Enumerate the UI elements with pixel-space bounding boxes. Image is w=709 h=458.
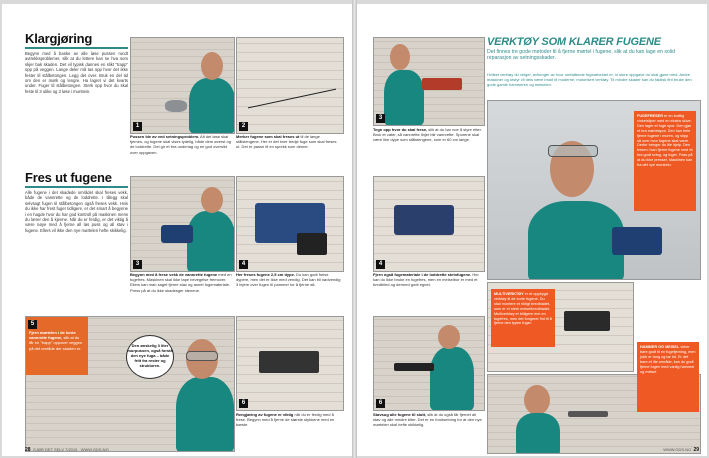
page-footer xyxy=(25,447,109,453)
caption-text: når du er ferdig med å frese. Begynn med å fjerne de største stykkene med en børste. xyxy=(236,412,335,428)
fugefres-tool xyxy=(612,227,662,255)
step-number: 1 xyxy=(133,122,142,131)
tip-text: er et oppbygd verktøy til de korte fugene. Du skal montere et riktigt bredbladet, som er et sterk meiselbredbladet. Multiverktøy er billigere enn en fugefres, men det fungerer fint til å fjerne den typen fuger. xyxy=(494,292,552,326)
feature-subtitle: Det finnes tre gode metoder til å fjerne mørtel i fugene, slik at du kan lage en solid reparasjon av setningsskader. xyxy=(487,49,676,62)
caption-title: Her freses fugene 2,5 cm dype. xyxy=(236,272,295,277)
tip-title: HAMMER OG MEISEL xyxy=(640,345,680,349)
caption-step-3 xyxy=(130,272,233,293)
caption-step-4 xyxy=(236,272,342,288)
caption-title: Tegn opp hvor du skal frese, xyxy=(373,127,428,132)
caption-step-6 xyxy=(236,412,342,428)
step-number: 6 xyxy=(376,399,385,408)
step-number: 5 xyxy=(28,320,37,329)
caption-title: Støvsug alle fugene til slutt, xyxy=(373,412,427,417)
worker-head xyxy=(201,187,223,213)
worker-shirt xyxy=(189,78,235,134)
caption-title: Rengjøring av fugene er viktig xyxy=(236,412,294,417)
worker-shirt xyxy=(430,347,474,411)
caption-title: Fjern mørtelen i de korte vannrette fugene, xyxy=(29,330,76,341)
body-klargjoring: Begynn med å banke av alle løse pussen rundt avtrekksproblemer, slik at du lettere kan se hva som skjer bak skaden. Det vil typisk dannes en slikt "trapp" opp på veggen. Lange deler må tas opp hvor det ikke fester til stålbetongen. Legg det over. Bruk en del tid om den er mørk og lengre. Ha lagret vi det kvarts under. Fuger til stålbetongen. Sterk opp hvor du skal feste til 3 ulike og 3 løse i murstein. xyxy=(25,51,128,94)
photo-step-4 xyxy=(236,176,344,272)
caption-step-5 xyxy=(29,330,85,351)
grinder-handle xyxy=(297,233,327,255)
worker-head xyxy=(201,52,223,80)
step-number: 4 xyxy=(239,260,248,269)
heading-klargjoring: Klargjøring xyxy=(25,31,93,46)
feature-photo xyxy=(487,100,701,280)
caption-step-2 xyxy=(236,134,342,150)
caption-text: slik at du også får fjernet all støv og alle mindre biter. Det er en forutsetning for at den nye mørtelen skal hefte skikkelig. xyxy=(373,412,482,428)
worker-shirt xyxy=(384,70,424,126)
caption-title: Pussen ble av ved setningsproblem. xyxy=(130,134,200,139)
photo-step-3 xyxy=(130,176,235,272)
photo-right-step-6 xyxy=(373,316,485,411)
step-number: 3 xyxy=(376,114,385,123)
caption-text: til de lange stålstengene. Her er det hver tredje fuge som skal freses ut. Det er passe til en sprekk som denne. xyxy=(236,134,337,150)
step-number: 2 xyxy=(239,122,248,131)
tip-title: FUGEFRESER xyxy=(637,114,663,118)
site-label: WWW.GDS.NO xyxy=(663,447,692,452)
photo-step-5 xyxy=(25,316,235,452)
glove xyxy=(165,100,187,112)
caption-text: Her kan du ikke bruke en fugefres, men en meiselbor er med et bredbiled og dermed godt egnet. xyxy=(373,272,479,288)
page-footer xyxy=(663,447,699,453)
marked-line xyxy=(248,89,336,109)
tip-multiverktoy xyxy=(491,289,555,347)
worker-head xyxy=(390,44,410,70)
multitool xyxy=(564,311,610,331)
worker-shirt xyxy=(176,377,234,452)
heading-rule xyxy=(25,186,128,188)
marking-tool xyxy=(422,78,462,90)
caption-text: med en fugefres. Maskinen skal ikke tape bevegelse fremover. Ellers kan man saget fjerne stav og annet fugemateriale. Press på at du ikke skadesger stenene. xyxy=(130,272,232,293)
tip-hammer-meisel xyxy=(637,342,699,412)
step-number: 6 xyxy=(239,399,248,408)
worker-shirt xyxy=(187,211,235,272)
photo-right-step-3 xyxy=(373,37,485,126)
site-label: WWW.GDS.NO xyxy=(80,447,109,452)
heading-rule xyxy=(25,47,128,49)
caption-text: Du kan godt freise dypere, men det er ikke med vendig. Det kan bli nødvendig 3 lejere over fugen til pammer for å fjerne alt. xyxy=(236,272,341,288)
body-fres-ut-fugene: Alle fugene i det skadede området skal freses vekk, både de vannrette og de loddrette. I tillegg skal selvsagt fugen til stålbetongen også freses vekk. Hvis du ikke har frest fuger tidligere, er det smart å begynne i en hagde hvor du har god kontroll på maskinen mens du lærer den å kjenne. Når du er ferdig, er det viktig å være nøye med å fjerne all løs puss og all støv i fugene. Ellers vil ikke den nye mørtelen hefte skikkelig. xyxy=(25,190,128,233)
heading-fres-ut-fugene: Fres ut fugene xyxy=(25,170,112,185)
tip-text: er en kraftig vinkelsliper med en ekstra skive. Den lager et fuge spor. Den gjør et bra mørtelspor. Den kan hele fjerne fugene i muren, og slipp så over hvor fugene skal være. Derfor trenger du lite hjelp. Den fresen i kan fjerne fugene med et bra godt sving, og fuger. Pass på at du ikke presser, Maskinen kan fra det nye murstein. xyxy=(637,114,693,168)
fugefres-tool xyxy=(161,225,193,243)
tip-text: virker bare godt til en fugefjerning, men jobb er tung og tar tid. Er det bare et lite område, kan du godt fjerne fugen med vanlig hammer og meisel. xyxy=(640,345,696,374)
speech-bubble: Den ønskelig 3 liter murpussen, også forstå den nye fuga – både fritt fra rester og strukturen. xyxy=(126,335,174,379)
caption-title: Fjern også fugemateriale i de loddrette steinfugene. xyxy=(373,272,472,277)
photo-step-2 xyxy=(236,37,344,134)
caption-right-step-3 xyxy=(373,127,483,143)
worker-head xyxy=(438,325,460,349)
photo-right-step-4 xyxy=(373,176,485,272)
right-page xyxy=(357,4,707,456)
caption-step-1 xyxy=(130,134,233,155)
multitool xyxy=(394,205,454,235)
worker-shirt xyxy=(516,413,560,454)
feature-intro: Hvilket verktøy du velger, avhenger av hvor omfattende fugearbeidet er, lo store oppgave du skal gjøre med. Andre maskiner og utstyr vil dels være brukt til moderne, motorisert verktøy. Til mindre skader kan du faktisk fint bruke den gode gamle hammeren og meiselen. xyxy=(487,72,692,87)
caption-text: slik at du får en "trapp" oppover veggen på det område der skaden er. xyxy=(29,335,83,351)
photo-step-6 xyxy=(236,316,344,411)
left-page xyxy=(2,4,352,456)
caption-right-step-4 xyxy=(373,272,483,288)
page-number: 28 xyxy=(25,447,31,453)
vacuum-hose xyxy=(394,363,434,371)
safety-glasses xyxy=(548,145,598,157)
caption-right-step-6 xyxy=(373,412,483,428)
wire-brush xyxy=(259,351,319,373)
worker-shirt xyxy=(528,201,624,280)
photo-step-1 xyxy=(130,37,235,134)
safety-glasses xyxy=(186,351,218,361)
tip-title: MULTIVERKTØY xyxy=(494,292,524,296)
tip-fugefreser xyxy=(634,111,696,211)
caption-title: Merker fugene som skal freses ut xyxy=(236,134,300,139)
feature-title: VERKTØY SOM KLARER FUGENE xyxy=(487,36,661,48)
caption-text: Alt det løse skal fjernes, og fugene skal vises tydelig, både dem øverst og de loddrette. Det gir et bra underlag og en god oversikt over oppgaven. xyxy=(130,134,231,155)
worker-head xyxy=(524,385,550,415)
caption-title: Begynn med å frese vekk de vannrette fugene xyxy=(130,272,218,277)
caption-text: slik at du har noe å styre etter. Bruk et vater, så vannrette linjer blir vannrette. Sporene skal være like dype som stålstengene, som er 60 cm lange. xyxy=(373,127,482,143)
step-number: 4 xyxy=(376,260,385,269)
multitool-photo xyxy=(487,282,634,372)
step-number: 3 xyxy=(133,260,142,269)
issue-label: GJØR DET SELV 7/2015 xyxy=(32,447,78,452)
hammer xyxy=(568,411,608,417)
page-number: 29 xyxy=(693,447,699,453)
